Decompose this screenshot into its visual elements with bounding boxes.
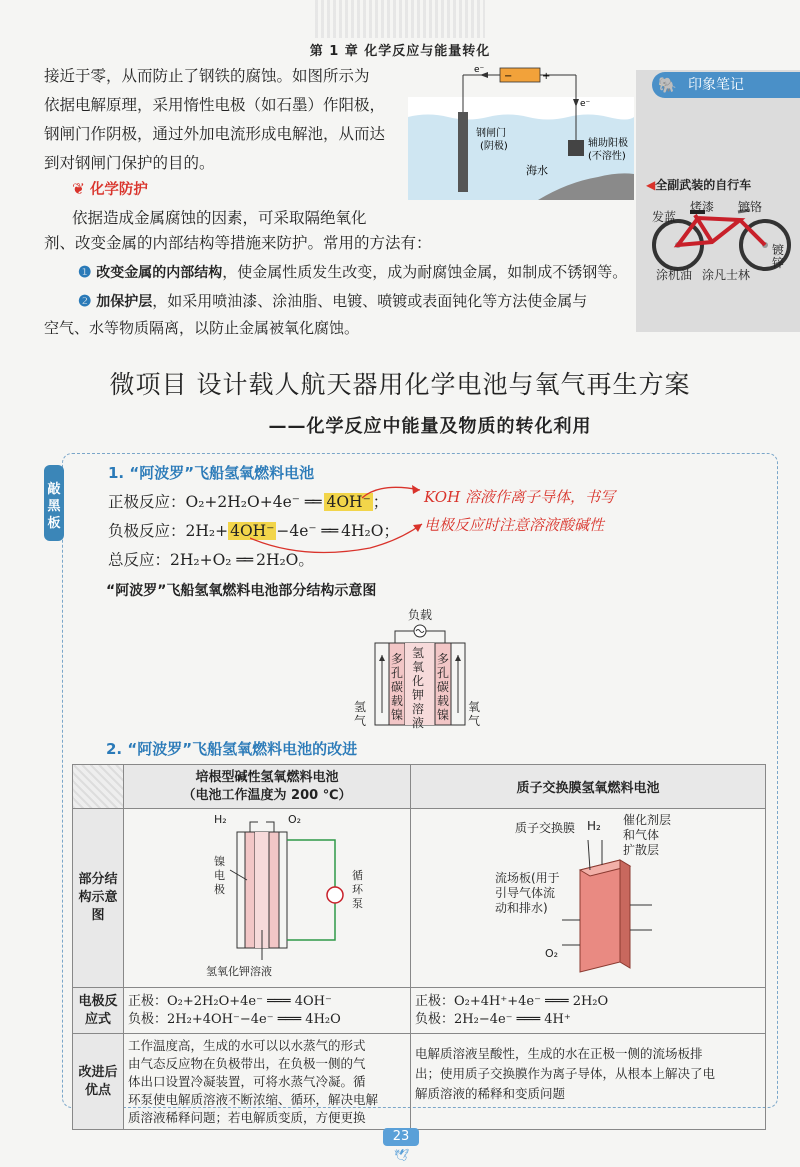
bacon-advantages [124, 1034, 411, 1130]
row2-head: 电极反应式 [73, 988, 124, 1034]
pos-lhs: O₂+2H₂O+4e⁻ [185, 493, 300, 511]
pem-flow-1: 流场板(用于 [495, 871, 560, 885]
left-electrode-label: 多孔碳载镍 [390, 652, 403, 722]
table-row-advantages [73, 1034, 766, 1130]
pem-adv-line: 出；使用质子交换膜作为离子导体，从根本上解决了电 [415, 1066, 716, 1081]
handwritten-note-2: 电极反应时注意溶液酸碱性 [424, 516, 605, 534]
label-falan: 发蓝 [652, 210, 677, 224]
table-corner [73, 765, 124, 809]
triangle-icon: ◀ [646, 178, 656, 192]
pos-tail: ； [372, 493, 389, 511]
pem-catalyst-1: 催化剂层 [623, 813, 672, 827]
bacon-adv-line: 环泵使电解质溶液不断浓缩、循环，解决电解 [128, 1091, 379, 1107]
annotation-arrows [250, 478, 430, 568]
bacon-diagram [125, 810, 409, 986]
pem-membrane: 质子交换膜 [515, 821, 576, 835]
row3-head: 改进后优点 [73, 1034, 124, 1130]
o2-label: 氧气 [468, 700, 481, 728]
bird-icon: 🕊 [394, 1148, 410, 1162]
pem-flow-plate [495, 871, 560, 916]
pem-flow-3: 动和排水) [495, 901, 548, 915]
comparison-table [72, 764, 766, 1130]
bike-caption-text: 全副武装的自行车 [655, 178, 752, 192]
method-2-text: ，如采用喷油漆、涂油脂、电镀、喷镀或表面钝化等方法使金属与 [152, 292, 588, 310]
gate-role-label: (阴极) [480, 141, 508, 152]
pem-diagram-cell [411, 809, 766, 988]
h2-label: 氢气 [354, 700, 367, 728]
method-1 [78, 258, 627, 288]
equal-sign-icon: ══ [321, 522, 337, 540]
steel-gate [458, 112, 468, 192]
electrolyte-label: 氢氧化钾溶液 [411, 646, 424, 730]
pem-neg: 负极：2H₂−4e⁻ ═══ 4H⁺ [415, 1011, 571, 1027]
bacon-diagram-cell [124, 809, 411, 988]
tot-rhs: 2H₂O。 [256, 551, 314, 569]
bike-caption [646, 176, 751, 193]
bacon-pos: 正极：O₂+2H₂O+4e⁻ ═══ 4OH⁻ [128, 993, 332, 1009]
bacon-koh: 氢氧化钾溶液 [206, 965, 272, 978]
bacon-nickel-electrode: 镍电极 [214, 855, 225, 896]
auxiliary-anode [568, 140, 584, 156]
intro-line: 到对钢闸门保护的目的。 [44, 154, 215, 172]
row1-head: 部分结构示意图 [73, 809, 124, 988]
col-bacon-head [124, 765, 411, 809]
gate-protection-figure [408, 62, 634, 200]
chem-protect-heading [72, 175, 148, 205]
pem-adv-line: 解质溶液的稀释和变质问题 [415, 1086, 566, 1101]
chem-protect-line: 剂、改变金属的内部结构等措施来防护。常用的方法有： [44, 234, 432, 252]
elephant-icon: 🐘 [658, 76, 677, 94]
intro-line: 钢闸门作阴极，通过外加电流形成电解池，从而达 [44, 125, 386, 143]
bacon-pump: 循环泵 [352, 869, 363, 910]
number-1-icon: ❶ [78, 263, 92, 281]
anode-note-label: (不溶性) [588, 151, 626, 162]
chem-protect-title: 化学防护 [89, 182, 148, 198]
pem-h2: H₂ [587, 819, 601, 833]
pem-advantages [411, 1034, 766, 1130]
plus-label: + [542, 71, 551, 82]
diagram-title: “阿波罗”飞船氢氧燃料电池部分结构示意图 [106, 583, 377, 599]
electron-label-1: e⁻ [474, 65, 485, 75]
col1-head-line1: 培根型碱性氢氧燃料电池 [195, 769, 339, 785]
pem-catalyst [623, 813, 671, 858]
number-2-icon: ❷ [78, 292, 92, 310]
pem-catalyst-2: 和气体 [623, 828, 660, 842]
intro-paragraph [44, 62, 424, 178]
tot-lhs: 2H₂+O₂ [170, 551, 232, 569]
neg-rhs: 4H₂O； [341, 522, 399, 540]
minus-label: − [504, 71, 513, 82]
sea-label: 海水 [526, 164, 548, 177]
chapter-header: 第 1 章 化学反应与能量转化 [309, 44, 491, 59]
chem-protect-line: 依据造成金属腐蚀的因素，可采取隔绝氧化 [72, 209, 367, 227]
section2-heading: 2. “阿波罗”飞船氢氧燃料电池的改进 [106, 740, 358, 758]
pos-rhs: 4OH⁻ [326, 493, 371, 511]
bacon-reactions [124, 988, 411, 1034]
neg-b: −4e⁻ [276, 522, 317, 540]
note-heading [652, 72, 800, 98]
method-2-line2: 空气、水等物质隔离，以防止金属被氧化腐蚀。 [44, 319, 360, 337]
pos-label: 正极反应： [108, 493, 186, 511]
anode-label: 辅助阳极 [588, 138, 628, 149]
equal-sign-icon: ══ [236, 551, 252, 569]
note-title: 印象笔记 [688, 77, 744, 93]
col2-head: 质子交换膜氢氧燃料电池 [411, 765, 766, 809]
handwritten-note-1: KOH 溶液作离子导体，书写 [424, 488, 615, 506]
method-2-bold: 加保护层 [96, 294, 153, 310]
bacon-adv-line: 体出口设置冷凝装置，可将水蒸气冷凝。循 [128, 1073, 366, 1089]
label-tujiyou: 涂机油 [656, 268, 693, 282]
project-subtitle: ——化学反应中能量及物质的转化利用 [268, 416, 592, 437]
project-title: 微项目 设计载人航天器用化学电池与氧气再生方案 [109, 370, 691, 399]
label-duge: 镀铬 [738, 200, 763, 214]
pem-reactions [411, 988, 766, 1034]
method-1-bold: 改变金属的内部结构 [96, 265, 223, 281]
intro-line: 依据电解原理，采用惰性电极（如石墨）作阳极， [44, 96, 386, 114]
tab-label: 敲黑板 [47, 482, 61, 531]
pem-catalyst-3: 扩散层 [623, 843, 660, 857]
electron-label-2: e⁻ [580, 99, 591, 109]
gate-label: 钢闸门 [476, 128, 506, 139]
section1-heading: 1. “阿波罗”飞船氢氧燃料电池 [108, 464, 315, 482]
bacon-neg: 负极：2H₂+4OH⁻−4e⁻ ═══ 4H₂O [128, 1011, 341, 1027]
method-2 [78, 287, 587, 317]
table-row-structure [73, 809, 766, 988]
bacon-adv-line: 质溶液稀释问题；若电解质变质，方便更换 [128, 1109, 366, 1125]
load-label: 负载 [408, 608, 433, 622]
table-header-row [73, 765, 766, 809]
bacon-h2: H₂ [214, 813, 227, 826]
neg-highlight: 4OH⁻ [230, 522, 275, 540]
key-point-tab [44, 465, 64, 541]
pem-o2: O₂ [545, 947, 559, 960]
page-number: 23 [383, 1128, 419, 1146]
tot-label: 总反应： [108, 551, 171, 569]
neg-label: 负极反应： [108, 522, 186, 540]
label-tufanshilin: 涂凡士林 [702, 268, 751, 282]
right-electrode-label: 多孔碳载镍 [436, 652, 449, 722]
pem-diagram [412, 810, 764, 986]
label-duxin: 镀锌 [772, 243, 785, 270]
label-kaoqi: 烤漆 [690, 200, 715, 214]
method-1-text: ，使金属性质发生改变，成为耐腐蚀金属，如制成不锈钢等。 [222, 263, 628, 281]
leaf-icon: ❦ [72, 180, 85, 198]
pem-adv-line: 电解质溶液呈酸性，生成的水在正极一侧的流场板排 [415, 1046, 703, 1061]
col1-head-line2: （电池工作温度为 200 ℃） [182, 787, 352, 803]
equal-sign-icon: ══ [304, 493, 320, 511]
bacon-adv-line: 由气态反应物在负极带出，在负极一侧的气 [128, 1055, 366, 1071]
pem-flow-2: 引导气体流 [495, 886, 556, 900]
pem-pos: 正极：O₂+4H⁺+4e⁻ ═══ 2H₂O [415, 993, 609, 1009]
header-decoration [315, 0, 485, 38]
bacon-adv-line: 工作温度高，生成的水可以以水蒸气的形式 [128, 1037, 366, 1053]
table-row-reactions [73, 988, 766, 1034]
intro-line: 接近于零，从而防止了钢铁的腐蚀。如图所示为 [44, 67, 370, 85]
neg-a: 2H₂+ [185, 522, 229, 540]
bacon-o2: O₂ [288, 813, 302, 826]
